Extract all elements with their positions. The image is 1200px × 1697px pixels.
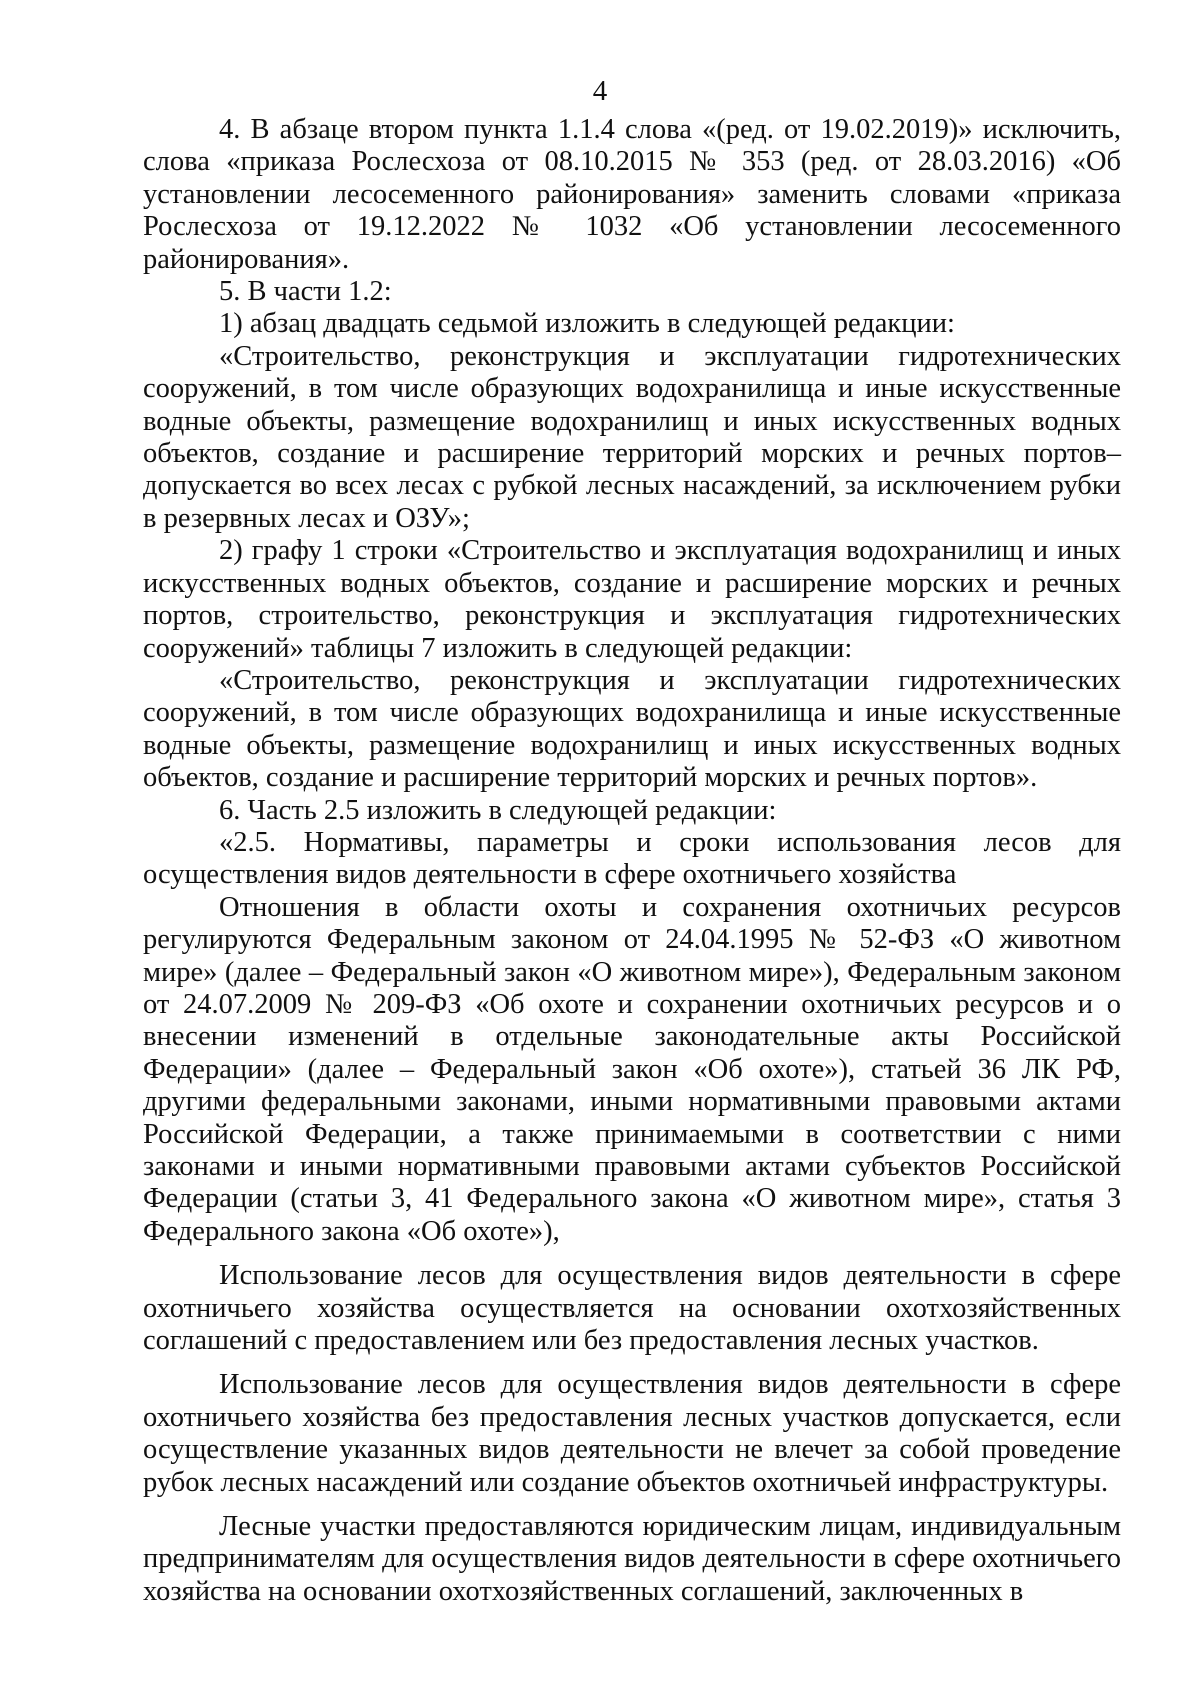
paragraph-regulation: Отношения в области охоты и сохранения охотничьих ресурсов регулируются Федеральным законом от 24.04.1995 № 52-ФЗ «О животном мире» (далее – Федеральный закон «О животном мире»), Федеральным законом от 24.07.2009 № 209-ФЗ «Об охоте и сохранении охотничьих ресурсов и о внесении изменений в отдельные законодательные акты Российской Федерации» (далее – Федеральный закон «Об охоте»), статьей 36 ЛК РФ, другими федеральными законами, иными нормативными правовыми актами Российской Федерации, а также принимаемыми в соответствии с ними законами и иными нормативными правовыми актами субъектов Российской Федерации (статьи 3, 41 Федерального закона «О животном мире», статья 3 Федерального закона «Об охоте»), bbox=[143, 891, 1121, 1247]
paragraph-quote-2: «Строительство, реконструкция и эксплуатации гидротехнических сооружений, в том числе образующих водохранилища и иные искусственные водные объекты, размещение водохранилищ и иных искусственных водных объектов, создание и расширение территорий морских и речных портов». bbox=[143, 664, 1121, 794]
paragraph-subitem-2: 2) графу 1 строки «Строительство и эксплуатация водохранилищ и иных искусственных водных объектов, создание и расширение морских и речных портов, строительство, реконструкция и эксплуатация гидротехнических сооружений» таблицы 7 изложить в следующей редакции: bbox=[143, 535, 1121, 664]
paragraph-quote-1: «Строительство, реконструкция и эксплуатации гидротехнических сооружений, в том числе образующих водохранилища и иные искусственные водные объекты, размещение водохранилищ и иных искусственных водных объектов, создание и расширение территорий морских и речных портов– допускается во всех лесах с рубкой лесных насаждений, за исключением рубки в резервных лесах и ОЗУ»; bbox=[143, 340, 1121, 534]
paragraph-item-4: 4. В абзаце втором пункта 1.1.4 слова «(ред. от 19.02.2019)» исключить, слова «приказа Рослесхоза от 08.10.2015 № 353 (ред. от 28.03.2016) «Об установлении лесосеменного районирования» заменить словами «приказа Рослесхоза от 19.12.2022 № 1032 «Об установлении лесосеменного районирования». bbox=[143, 114, 1121, 275]
paragraph-section-heading: «2.5. Нормативы, параметры и сроки использования лесов для осуществления видов деятельности в сфере охотничьего хозяйства bbox=[143, 826, 1121, 891]
paragraph-forest-use: Использование лесов для осуществления видов деятельности в сфере охотничьего хозяйства осуществляется на основании охотхозяйственных соглашений с предоставлением или без предоставления лесных участков. bbox=[143, 1260, 1121, 1357]
paragraph-subitem-1: 1) абзац двадцать седьмой изложить в следующей редакции: bbox=[219, 308, 955, 340]
paragraph-item-5: 5. В части 1.2: bbox=[219, 276, 392, 308]
paragraph-forest-use-conditions: Использование лесов для осуществления видов деятельности в сфере охотничьего хозяйства без предоставления лесных участков допускается, если осуществление указанных видов деятельности не влечет за собой проведение рубок лесных насаждений или создание объектов охотничьей инфраструктуры. bbox=[143, 1369, 1121, 1498]
paragraph-item-6: 6. Часть 2.5 изложить в следующей редакции: bbox=[219, 794, 777, 826]
paragraph-land-plots: Лесные участки предоставляются юридическим лицам, индивидуальным предпринимателям для осуществления видов деятельности в сфере охотничьего хозяйства на основании охотхозяйственных соглашений, заключенных в bbox=[143, 1511, 1121, 1607]
page-number: 4 bbox=[592, 75, 608, 107]
document-body bbox=[143, 114, 1121, 1608]
